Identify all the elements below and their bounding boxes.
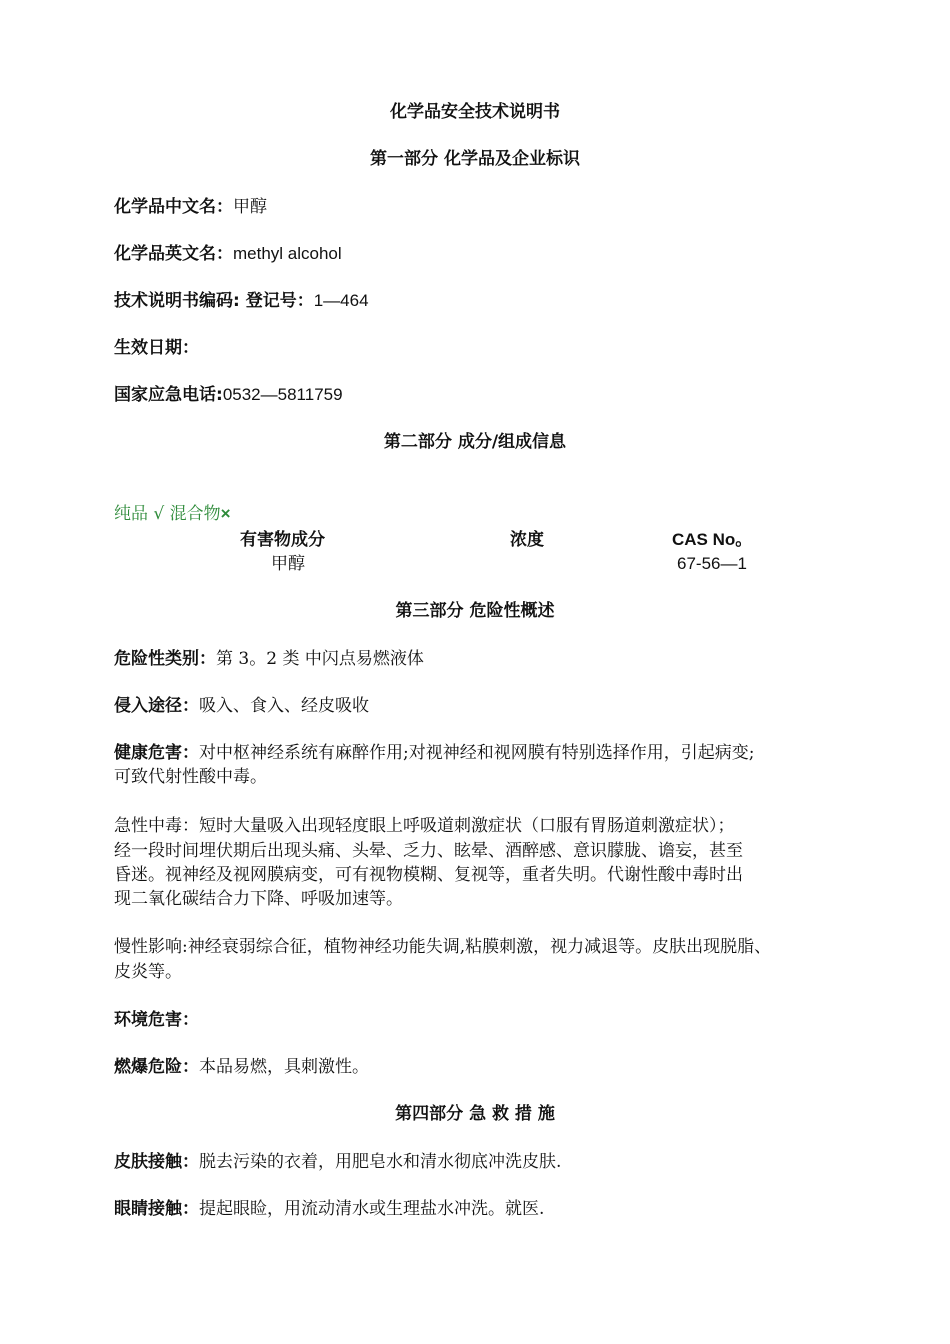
document-title: 化学品安全技术说明书 xyxy=(390,102,560,122)
route-label: 侵入途径： xyxy=(114,696,199,716)
skin-contact-line xyxy=(114,1151,561,1173)
purity-line xyxy=(114,503,231,525)
code-line xyxy=(114,290,369,312)
table-header-component: 有害物成分 xyxy=(240,530,325,550)
skin-contact-label: 皮肤接触： xyxy=(114,1152,199,1172)
health-label: 健康危害： xyxy=(114,743,199,763)
acute-text-4: 现二氧化碳结合力下降、呼吸加速等。 xyxy=(114,889,403,909)
cn-name-label: 化学品中文名： xyxy=(114,197,233,217)
en-name-label: 化学品英文名： xyxy=(114,244,233,264)
en-name-line xyxy=(114,243,342,265)
route-line xyxy=(114,695,369,717)
route-value: 吸入、食入、经皮吸收 xyxy=(199,696,369,716)
acute-text-2: 经一段时间埋伏期后出现头痛、头晕、乏力、眩晕、酒醉感、意识朦胧、谵妄，甚至 xyxy=(114,841,743,861)
mixture-x-mark: × xyxy=(220,504,231,523)
part4-heading: 第四部分 急 救 措 施 xyxy=(395,1104,555,1124)
phone-label: 国家应急电话: xyxy=(114,385,223,405)
phone-line xyxy=(114,384,343,406)
purity-text: 纯品 √ 混合物 xyxy=(114,504,221,524)
hazard-class-line xyxy=(114,648,424,670)
hazard-class-value: 第 3。2 类 中闪点易燃液体 xyxy=(216,649,424,669)
cn-name-value: 甲醇 xyxy=(233,197,267,217)
table-header-cas: CAS No。 xyxy=(672,530,753,549)
phone-value: 0532—5811759 xyxy=(222,385,343,404)
en-name-value: methyl alcohol xyxy=(233,244,342,263)
eye-contact-value: 提起眼睑，用流动清水或生理盐水冲洗。就医. xyxy=(199,1199,545,1219)
eye-contact-line xyxy=(114,1198,544,1220)
health-text-1: 对中枢神经系统有麻醉作用;对视神经和视网膜有特别选择作用，引起病变; xyxy=(199,743,755,763)
skin-contact-value: 脱去污染的衣着，用肥皂水和清水彻底冲洗皮肤. xyxy=(199,1152,562,1172)
acute-text-1: 急性中毒：短时大量吸入出现轻度眼上呼吸道刺激症状（口服有胃肠道刺激症状）； xyxy=(114,816,735,836)
health-line-1 xyxy=(114,742,754,764)
fire-line xyxy=(114,1056,369,1078)
fire-value: 本品易燃，具刺激性。 xyxy=(199,1057,369,1077)
code-label: 技术说明书编码: 登记号： xyxy=(114,291,314,311)
table-cell-cas: 67-56—1 xyxy=(677,554,747,573)
part2-heading: 第二部分 成分/组成信息 xyxy=(383,432,567,452)
date-label: 生效日期： xyxy=(114,338,199,358)
table-cell-component: 甲醇 xyxy=(271,554,305,574)
code-value: 1—464 xyxy=(313,291,369,310)
fire-label: 燃爆危险： xyxy=(114,1057,199,1077)
env-hazard-label: 环境危害： xyxy=(114,1010,199,1030)
chronic-text-2: 皮炎等。 xyxy=(114,962,182,982)
cn-name-line xyxy=(114,196,267,218)
table-header-concentration: 浓度 xyxy=(510,530,544,550)
acute-text-3: 昏迷。视神经及视网膜病变，可有视物模糊、复视等，重者失明。代谢性酸中毒时出 xyxy=(114,865,743,885)
part3-heading: 第三部分 危险性概述 xyxy=(395,601,555,621)
chronic-text-1: 慢性影响:神经衰弱综合征，植物神经功能失调,粘膜刺激，视力减退等。皮肤出现脱脂、 xyxy=(114,937,772,957)
health-text-2: 可致代射性酸中毒。 xyxy=(114,767,267,787)
hazard-class-label: 危险性类别： xyxy=(114,649,216,669)
part1-heading: 第一部分 化学品及企业标识 xyxy=(370,149,580,169)
eye-contact-label: 眼睛接触： xyxy=(114,1199,199,1219)
